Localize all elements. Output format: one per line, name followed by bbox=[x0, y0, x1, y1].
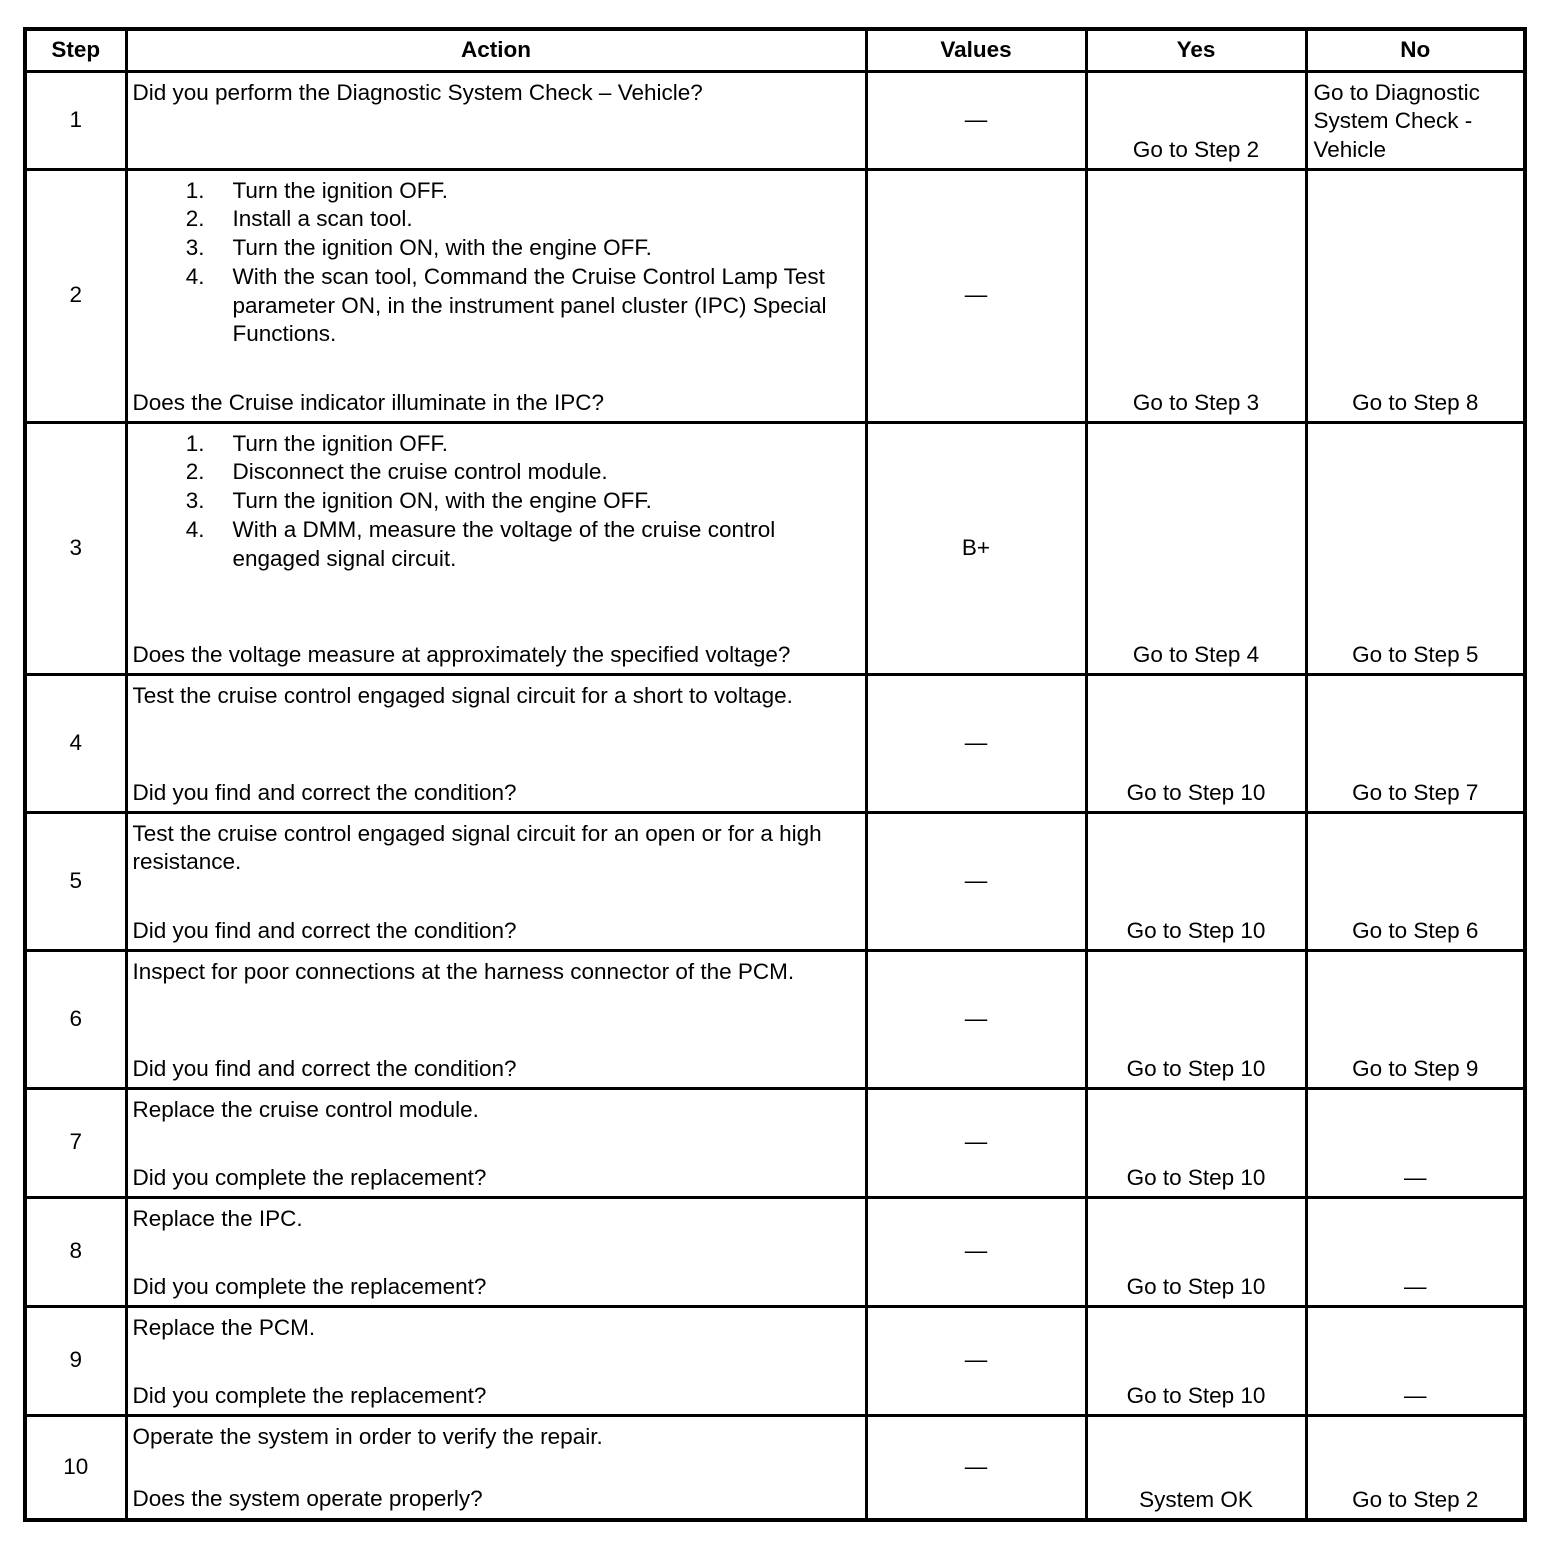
action-text: Replace the PCM. bbox=[132, 1314, 316, 1340]
action-question: Did you find and correct the condition? bbox=[132, 1055, 517, 1081]
list-item: 3. Turn the ignition ON, with the engine OFF. bbox=[185, 488, 652, 514]
table-row bbox=[27, 1415, 1523, 1518]
action-question: Does the voltage measure at approximately the specified voltage? bbox=[132, 641, 791, 667]
value-cell: — bbox=[866, 812, 1086, 950]
yes-cell: System OK bbox=[1086, 1415, 1306, 1518]
header-yes: Yes bbox=[1086, 31, 1306, 71]
no-cell: — bbox=[1306, 1306, 1523, 1415]
value-cell: — bbox=[866, 1415, 1086, 1518]
table-row bbox=[27, 674, 1523, 812]
table-row bbox=[27, 812, 1523, 950]
step-number: 1 bbox=[27, 71, 126, 169]
step-number: 3 bbox=[27, 422, 126, 674]
no-cell: Go to Step 7 bbox=[1306, 674, 1523, 812]
no-cell: Go to Step 9 bbox=[1306, 950, 1523, 1088]
yes-cell: Go to Step 10 bbox=[1086, 1088, 1306, 1197]
action-cell bbox=[126, 71, 866, 169]
value-cell: — bbox=[866, 950, 1086, 1088]
step-number: 4 bbox=[27, 674, 126, 812]
step-number: 7 bbox=[27, 1088, 126, 1197]
value-cell: — bbox=[866, 169, 1086, 422]
action-cell bbox=[126, 1088, 866, 1197]
value-cell: B+ bbox=[866, 422, 1086, 674]
action-text: Test the cruise control engaged signal circuit for a short to voltage. bbox=[132, 682, 793, 708]
action-question: Did you complete the replacement? bbox=[132, 1382, 487, 1408]
action-question: Did you perform the Diagnostic System Check – Vehicle? bbox=[132, 79, 703, 105]
table-row bbox=[27, 422, 1523, 674]
table-row bbox=[27, 1197, 1523, 1306]
header-values: Values bbox=[866, 31, 1086, 71]
step-number: 10 bbox=[27, 1415, 126, 1518]
step-number: 2 bbox=[27, 169, 126, 422]
table-row bbox=[27, 1088, 1523, 1197]
yes-cell: Go to Step 3 bbox=[1086, 169, 1306, 422]
action-question: Does the system operate properly? bbox=[132, 1485, 483, 1511]
value-cell: — bbox=[866, 1088, 1086, 1197]
action-cell bbox=[126, 950, 866, 1088]
yes-cell: Go to Step 10 bbox=[1086, 1197, 1306, 1306]
table-row bbox=[27, 169, 1523, 422]
table-row bbox=[27, 950, 1523, 1088]
action-cell bbox=[126, 1415, 866, 1518]
header-no: No bbox=[1306, 31, 1523, 71]
action-cell bbox=[126, 422, 866, 674]
action-text: Replace the IPC. bbox=[132, 1205, 303, 1231]
value-cell: — bbox=[866, 1306, 1086, 1415]
action-cell bbox=[126, 1197, 866, 1306]
list-item: 2. Disconnect the cruise control module. bbox=[185, 459, 608, 485]
list-item: 4. With the scan tool, Command the Cruise Control Lamp Test parameter ON, in the instrument panel cluster (IPC) Special Functions. bbox=[185, 263, 827, 347]
action-cell bbox=[126, 169, 866, 422]
value-cell: — bbox=[866, 1197, 1086, 1306]
action-question: Did you complete the replacement? bbox=[132, 1164, 487, 1190]
step-number: 9 bbox=[27, 1306, 126, 1415]
no-cell: Go to Step 5 bbox=[1306, 422, 1523, 674]
yes-cell: Go to Step 10 bbox=[1086, 812, 1306, 950]
action-cell bbox=[126, 812, 866, 950]
table-row bbox=[27, 1306, 1523, 1415]
no-cell: — bbox=[1306, 1197, 1523, 1306]
header-row bbox=[27, 31, 1523, 71]
header-step: Step bbox=[27, 31, 126, 71]
action-steps bbox=[133, 430, 861, 574]
action-text: Inspect for poor connections at the harness connector of the PCM. bbox=[132, 958, 795, 984]
list-item: 3. Turn the ignition ON, with the engine OFF. bbox=[185, 235, 652, 261]
table-row bbox=[27, 71, 1523, 169]
step-number: 5 bbox=[27, 812, 126, 950]
list-item: 1. Turn the ignition OFF. bbox=[185, 177, 449, 203]
header-action: Action bbox=[126, 31, 866, 71]
no-cell: Go to Step 8 bbox=[1306, 169, 1523, 422]
action-question: Did you complete the replacement? bbox=[132, 1273, 487, 1299]
yes-cell: Go to Step 4 bbox=[1086, 422, 1306, 674]
no-cell: Go to Step 2 bbox=[1306, 1415, 1523, 1518]
action-text: Operate the system in order to verify the repair. bbox=[132, 1423, 603, 1449]
no-cell: — bbox=[1306, 1088, 1523, 1197]
action-question: Did you find and correct the condition? bbox=[132, 917, 517, 943]
no-cell: Go to Step 6 bbox=[1306, 812, 1523, 950]
action-text: Replace the cruise control module. bbox=[132, 1096, 479, 1122]
action-steps bbox=[133, 177, 861, 350]
yes-cell: Go to Step 10 bbox=[1086, 950, 1306, 1088]
list-item: 1. Turn the ignition OFF. bbox=[185, 430, 449, 456]
action-cell bbox=[126, 674, 866, 812]
action-text: Test the cruise control engaged signal circuit for an open or for a high resistance. bbox=[132, 820, 822, 875]
yes-cell: Go to Step 10 bbox=[1086, 1306, 1306, 1415]
diagnostic-table bbox=[27, 31, 1523, 1518]
step-number: 6 bbox=[27, 950, 126, 1088]
diagnostic-table-frame bbox=[23, 27, 1527, 1522]
value-cell: — bbox=[866, 71, 1086, 169]
action-cell bbox=[126, 1306, 866, 1415]
yes-cell: Go to Step 10 bbox=[1086, 674, 1306, 812]
action-question: Does the Cruise indicator illuminate in the IPC? bbox=[132, 389, 604, 415]
step-number: 8 bbox=[27, 1197, 126, 1306]
yes-cell: Go to Step 2 bbox=[1086, 71, 1306, 169]
list-item: 2. Install a scan tool. bbox=[185, 206, 413, 232]
list-item: 4. With a DMM, measure the voltage of the cruise control engaged signal circuit. bbox=[185, 516, 776, 571]
action-question: Did you find and correct the condition? bbox=[132, 779, 517, 805]
value-cell: — bbox=[866, 674, 1086, 812]
no-cell: Go to Diagnostic System Check - Vehicle bbox=[1306, 71, 1523, 169]
